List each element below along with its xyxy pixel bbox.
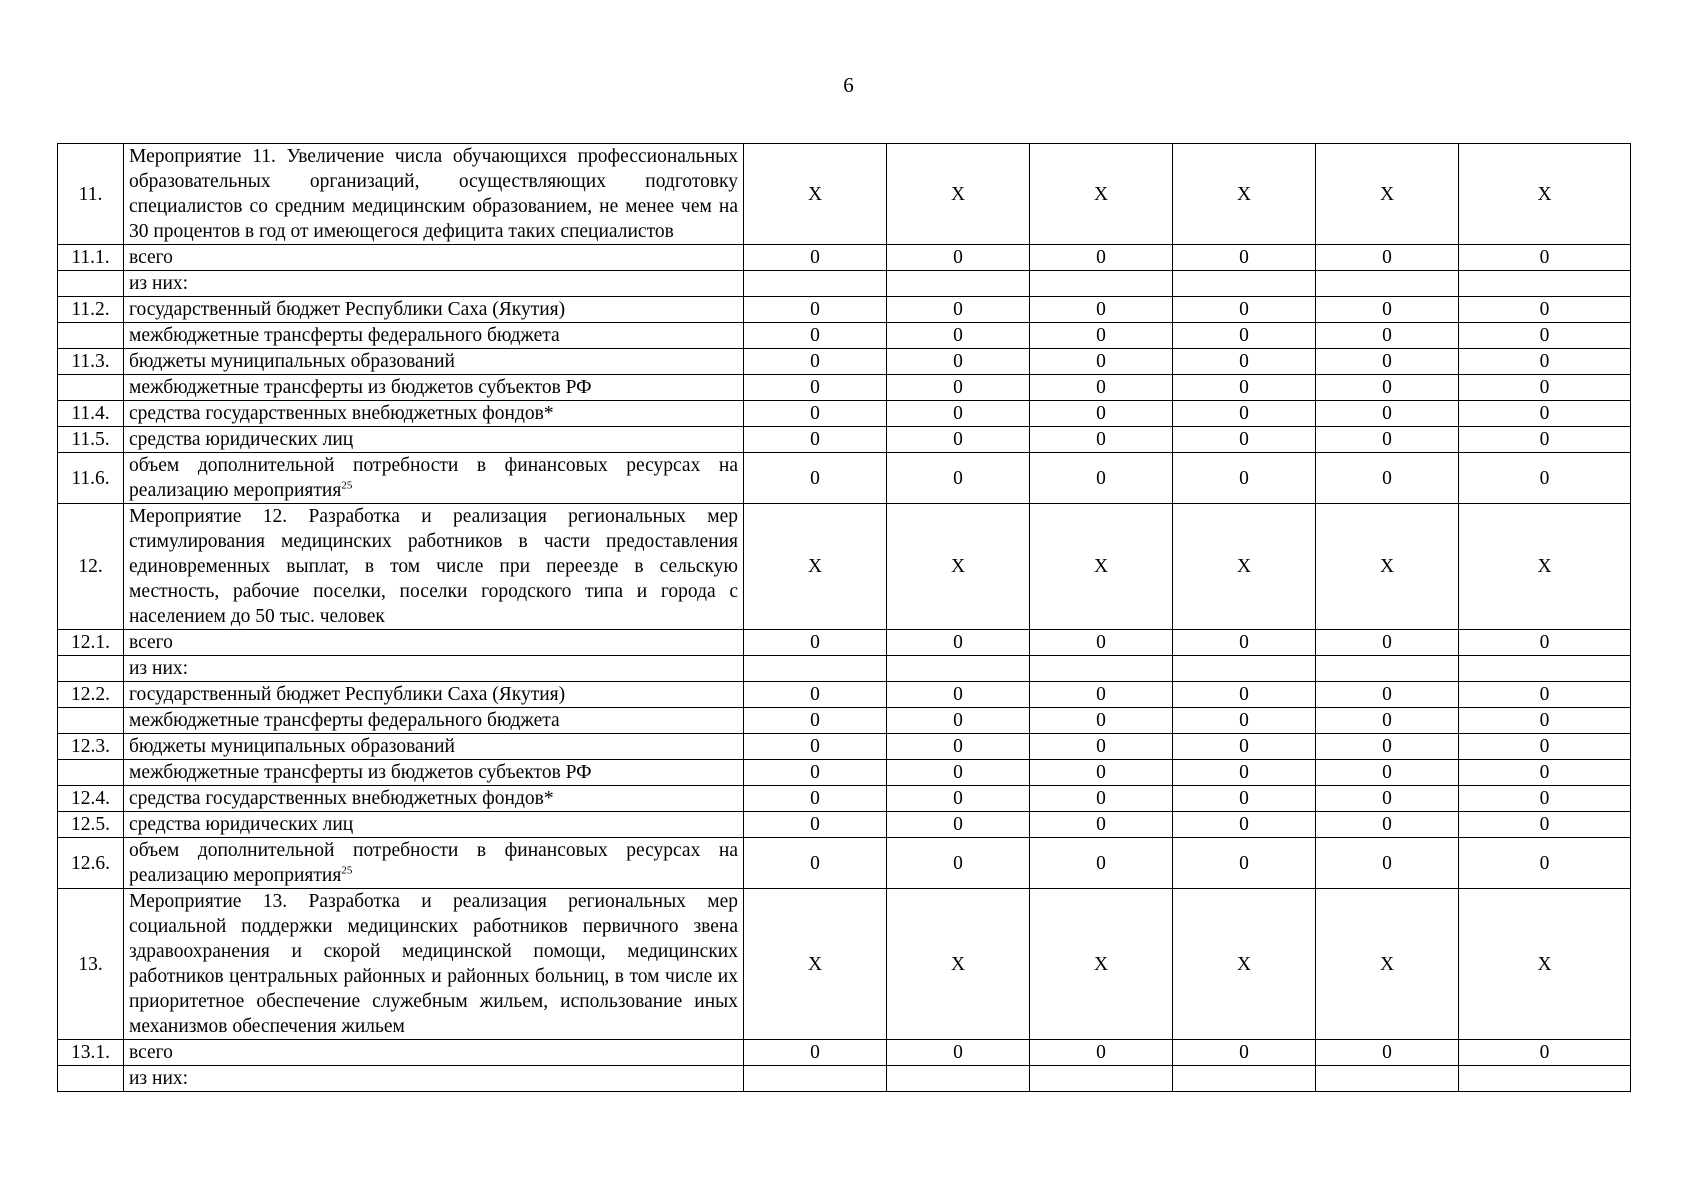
- table-row: [58, 708, 1631, 734]
- row-label-text: государственный бюджет Республики Саха (Якутия): [129, 684, 566, 705]
- row-label-text: межбюджетные трансферты из бюджетов субъектов РФ: [129, 377, 592, 398]
- row-label-text: средства государственных внебюджетных фондов*: [129, 403, 554, 424]
- value-cell: 0: [1316, 401, 1459, 427]
- value-cell: 0: [744, 453, 887, 504]
- value-cell: X: [744, 889, 887, 1040]
- value-cell: 0: [1459, 1040, 1631, 1066]
- value-cell: 0: [1030, 630, 1173, 656]
- value-cell: 0: [744, 786, 887, 812]
- value-cell: 0: [1030, 297, 1173, 323]
- row-label-text: всего: [129, 1042, 173, 1063]
- value-cell: 0: [1316, 375, 1459, 401]
- value-cell: 0: [744, 760, 887, 786]
- value-cell: 0: [1173, 838, 1316, 889]
- table-row: [58, 786, 1631, 812]
- value-cell: 0: [744, 630, 887, 656]
- value-cell: [1459, 271, 1631, 297]
- row-label-text: Мероприятие 13. Разработка и реализация региональных мер социальной поддержки медицинских работников первичного звена здравоохранения и скорой медицинской помощи, медицинских работников центральных районных и районных больниц, в том числе их приоритетное обеспечение служебным жильем, использование иных механизмов обеспечения жильем: [129, 891, 738, 1037]
- row-label: [124, 453, 744, 504]
- value-cell: 0: [887, 682, 1030, 708]
- value-cell: 0: [1173, 630, 1316, 656]
- row-number: 11.: [58, 144, 124, 245]
- value-cell: 0: [1173, 734, 1316, 760]
- value-cell: 0: [887, 453, 1030, 504]
- value-cell: 0: [1173, 323, 1316, 349]
- value-cell: 0: [1173, 427, 1316, 453]
- value-cell: X: [887, 504, 1030, 630]
- row-label: [124, 1066, 744, 1092]
- value-cell: X: [1173, 504, 1316, 630]
- value-cell: [1173, 656, 1316, 682]
- value-cell: 0: [1030, 812, 1173, 838]
- value-cell: [744, 1066, 887, 1092]
- table-row: [58, 1066, 1631, 1092]
- measure-title: [124, 504, 744, 630]
- value-cell: 0: [1316, 786, 1459, 812]
- value-cell: 0: [744, 682, 887, 708]
- table-row: [58, 760, 1631, 786]
- value-cell: 0: [887, 786, 1030, 812]
- table-row: [58, 734, 1631, 760]
- row-label: [124, 1040, 744, 1066]
- table-row: [58, 1040, 1631, 1066]
- page-number: 6: [843, 73, 854, 97]
- value-cell: 0: [1316, 630, 1459, 656]
- value-cell: 0: [1173, 760, 1316, 786]
- table-row: [58, 271, 1631, 297]
- row-label-text: объем дополнительной потребности в финансовых ресурсах на реализацию мероприятия: [129, 455, 738, 501]
- value-cell: X: [1459, 144, 1631, 245]
- value-cell: 0: [1459, 375, 1631, 401]
- row-number: [58, 323, 124, 349]
- table-row: [58, 630, 1631, 656]
- row-number: 11.5.: [58, 427, 124, 453]
- value-cell: 0: [887, 1040, 1030, 1066]
- value-cell: [1173, 1066, 1316, 1092]
- table-row-measure: [58, 504, 1631, 630]
- row-number: 12.5.: [58, 812, 124, 838]
- table-row: [58, 656, 1631, 682]
- row-number: 11.1.: [58, 245, 124, 271]
- financing-table-body: [58, 144, 1631, 1092]
- row-label: [124, 401, 744, 427]
- row-label-text: из них:: [129, 1068, 189, 1089]
- value-cell: 0: [1459, 838, 1631, 889]
- value-cell: 0: [1459, 401, 1631, 427]
- row-label: [124, 245, 744, 271]
- row-label: [124, 271, 744, 297]
- value-cell: 0: [887, 323, 1030, 349]
- value-cell: 0: [887, 708, 1030, 734]
- value-cell: 0: [887, 630, 1030, 656]
- row-label: [124, 682, 744, 708]
- row-number: 11.6.: [58, 453, 124, 504]
- row-number: 11.2.: [58, 297, 124, 323]
- row-label: [124, 349, 744, 375]
- value-cell: 0: [887, 838, 1030, 889]
- value-cell: 0: [1173, 401, 1316, 427]
- table-row: [58, 453, 1631, 504]
- row-label-text: из них:: [129, 658, 189, 679]
- footnote-marker: 25: [341, 479, 353, 492]
- value-cell: 0: [1459, 708, 1631, 734]
- value-cell: X: [1316, 504, 1459, 630]
- value-cell: X: [1316, 144, 1459, 245]
- row-label: [124, 323, 744, 349]
- value-cell: 0: [1316, 708, 1459, 734]
- value-cell: 0: [1030, 760, 1173, 786]
- table-row: [58, 245, 1631, 271]
- row-label: [124, 812, 744, 838]
- value-cell: [744, 271, 887, 297]
- value-cell: 0: [744, 734, 887, 760]
- value-cell: 0: [887, 349, 1030, 375]
- value-cell: [1316, 1066, 1459, 1092]
- value-cell: 0: [1030, 323, 1173, 349]
- value-cell: 0: [1173, 349, 1316, 375]
- measure-title: [124, 144, 744, 245]
- value-cell: 0: [1459, 812, 1631, 838]
- value-cell: 0: [1316, 812, 1459, 838]
- value-cell: 0: [887, 760, 1030, 786]
- row-number: 13.1.: [58, 1040, 124, 1066]
- value-cell: 0: [1173, 375, 1316, 401]
- value-cell: 0: [887, 734, 1030, 760]
- value-cell: 0: [1316, 323, 1459, 349]
- row-number: [58, 271, 124, 297]
- value-cell: X: [1459, 889, 1631, 1040]
- table-row: [58, 812, 1631, 838]
- value-cell: 0: [1459, 682, 1631, 708]
- value-cell: X: [1173, 889, 1316, 1040]
- row-label-text: межбюджетные трансферты федерального бюджета: [129, 710, 560, 731]
- value-cell: X: [1173, 144, 1316, 245]
- value-cell: 0: [1459, 786, 1631, 812]
- measure-title: [124, 889, 744, 1040]
- value-cell: 0: [1459, 323, 1631, 349]
- table-row: [58, 682, 1631, 708]
- value-cell: 0: [744, 838, 887, 889]
- row-label-text: объем дополнительной потребности в финансовых ресурсах на реализацию мероприятия: [129, 840, 738, 886]
- row-number: 12.6.: [58, 838, 124, 889]
- value-cell: X: [1030, 889, 1173, 1040]
- row-number: 12.3.: [58, 734, 124, 760]
- row-label-text: средства государственных внебюджетных фондов*: [129, 788, 554, 809]
- value-cell: 0: [1030, 427, 1173, 453]
- table-row-measure: [58, 144, 1631, 245]
- value-cell: 0: [744, 401, 887, 427]
- table-row: [58, 375, 1631, 401]
- value-cell: X: [1459, 504, 1631, 630]
- table-row: [58, 838, 1631, 889]
- value-cell: 0: [1030, 708, 1173, 734]
- value-cell: 0: [1459, 297, 1631, 323]
- row-label-text: бюджеты муниципальных образований: [129, 351, 455, 372]
- value-cell: 0: [887, 245, 1030, 271]
- table-row-measure: [58, 889, 1631, 1040]
- value-cell: 0: [1316, 427, 1459, 453]
- value-cell: 0: [1030, 838, 1173, 889]
- value-cell: 0: [1030, 453, 1173, 504]
- value-cell: 0: [1030, 349, 1173, 375]
- row-label-text: всего: [129, 632, 173, 653]
- value-cell: 0: [1173, 708, 1316, 734]
- row-label: [124, 838, 744, 889]
- row-label: [124, 297, 744, 323]
- footnote-marker: 25: [341, 864, 353, 877]
- table-row: [58, 297, 1631, 323]
- value-cell: [1459, 656, 1631, 682]
- value-cell: 0: [1173, 245, 1316, 271]
- row-number: [58, 760, 124, 786]
- row-label: [124, 375, 744, 401]
- value-cell: 0: [1030, 786, 1173, 812]
- table-row: [58, 323, 1631, 349]
- value-cell: 0: [1316, 245, 1459, 271]
- row-number: [58, 708, 124, 734]
- row-label-text: всего: [129, 247, 173, 268]
- value-cell: [1030, 1066, 1173, 1092]
- financing-table: [57, 143, 1631, 1092]
- value-cell: 0: [744, 427, 887, 453]
- row-label-text: средства юридических лиц: [129, 429, 354, 450]
- table-row: [58, 427, 1631, 453]
- value-cell: X: [744, 144, 887, 245]
- value-cell: [887, 656, 1030, 682]
- row-number: 11.3.: [58, 349, 124, 375]
- row-label-text: бюджеты муниципальных образований: [129, 736, 455, 757]
- value-cell: [887, 1066, 1030, 1092]
- value-cell: [1173, 271, 1316, 297]
- row-label-text: межбюджетные трансферты федерального бюджета: [129, 325, 560, 346]
- table-row: [58, 349, 1631, 375]
- value-cell: [744, 656, 887, 682]
- value-cell: [1030, 656, 1173, 682]
- value-cell: 0: [744, 708, 887, 734]
- value-cell: X: [1030, 504, 1173, 630]
- table-row: [58, 401, 1631, 427]
- value-cell: 0: [1459, 349, 1631, 375]
- value-cell: 0: [1030, 734, 1173, 760]
- value-cell: 0: [1173, 1040, 1316, 1066]
- value-cell: 0: [1173, 297, 1316, 323]
- value-cell: [1459, 1066, 1631, 1092]
- value-cell: 0: [1459, 734, 1631, 760]
- row-label: [124, 708, 744, 734]
- value-cell: 0: [1030, 375, 1173, 401]
- value-cell: 0: [1030, 401, 1173, 427]
- row-number: [58, 1066, 124, 1092]
- value-cell: 0: [1173, 812, 1316, 838]
- row-number: 12.: [58, 504, 124, 630]
- value-cell: 0: [1459, 427, 1631, 453]
- value-cell: 0: [744, 375, 887, 401]
- value-cell: 0: [1316, 734, 1459, 760]
- row-label: [124, 427, 744, 453]
- value-cell: X: [744, 504, 887, 630]
- value-cell: 0: [744, 1040, 887, 1066]
- row-label: [124, 786, 744, 812]
- value-cell: 0: [1316, 1040, 1459, 1066]
- value-cell: 0: [887, 427, 1030, 453]
- row-label-text: Мероприятие 12. Разработка и реализация региональных мер стимулирования медицинских работников в части предоставления единовременных выплат, в том числе при переезде в сельскую местность, рабочие поселки, поселки городского типа и города с населением до 50 тыс. человек: [129, 506, 738, 627]
- value-cell: 0: [1030, 682, 1173, 708]
- row-number: 13.: [58, 889, 124, 1040]
- value-cell: X: [887, 889, 1030, 1040]
- value-cell: 0: [1316, 838, 1459, 889]
- value-cell: 0: [1173, 786, 1316, 812]
- value-cell: 0: [887, 375, 1030, 401]
- row-label: [124, 734, 744, 760]
- value-cell: 0: [1316, 349, 1459, 375]
- row-label-text: Мероприятие 11. Увеличение числа обучающихся профессиональных образовательных организаций, осуществляющих подготовку специалистов со средним медицинским образованием, не менее чем на 30 процентов в год от имеющегося дефицита таких специалистов: [129, 146, 738, 242]
- value-cell: 0: [1459, 245, 1631, 271]
- value-cell: 0: [1316, 760, 1459, 786]
- value-cell: 0: [744, 349, 887, 375]
- value-cell: X: [1316, 889, 1459, 1040]
- row-number: 11.4.: [58, 401, 124, 427]
- value-cell: [1030, 271, 1173, 297]
- row-label: [124, 656, 744, 682]
- row-label-text: из них:: [129, 273, 189, 294]
- value-cell: 0: [744, 297, 887, 323]
- value-cell: 0: [887, 401, 1030, 427]
- value-cell: X: [1030, 144, 1173, 245]
- value-cell: 0: [744, 245, 887, 271]
- value-cell: 0: [1173, 453, 1316, 504]
- value-cell: [1316, 271, 1459, 297]
- value-cell: [887, 271, 1030, 297]
- value-cell: 0: [744, 323, 887, 349]
- value-cell: 0: [887, 297, 1030, 323]
- row-label-text: государственный бюджет Республики Саха (Якутия): [129, 299, 566, 320]
- value-cell: 0: [1316, 453, 1459, 504]
- row-number: 12.1.: [58, 630, 124, 656]
- row-number: 12.4.: [58, 786, 124, 812]
- row-number: [58, 656, 124, 682]
- value-cell: [1316, 656, 1459, 682]
- row-label-text: средства юридических лиц: [129, 814, 354, 835]
- row-label: [124, 760, 744, 786]
- value-cell: 0: [1030, 245, 1173, 271]
- value-cell: 0: [1173, 682, 1316, 708]
- value-cell: 0: [887, 812, 1030, 838]
- value-cell: 0: [1316, 297, 1459, 323]
- row-label-text: межбюджетные трансферты из бюджетов субъектов РФ: [129, 762, 592, 783]
- value-cell: X: [887, 144, 1030, 245]
- row-number: [58, 375, 124, 401]
- value-cell: 0: [744, 812, 887, 838]
- value-cell: 0: [1459, 630, 1631, 656]
- value-cell: 0: [1316, 682, 1459, 708]
- value-cell: 0: [1459, 760, 1631, 786]
- value-cell: 0: [1030, 1040, 1173, 1066]
- row-number: 12.2.: [58, 682, 124, 708]
- row-label: [124, 630, 744, 656]
- value-cell: 0: [1459, 453, 1631, 504]
